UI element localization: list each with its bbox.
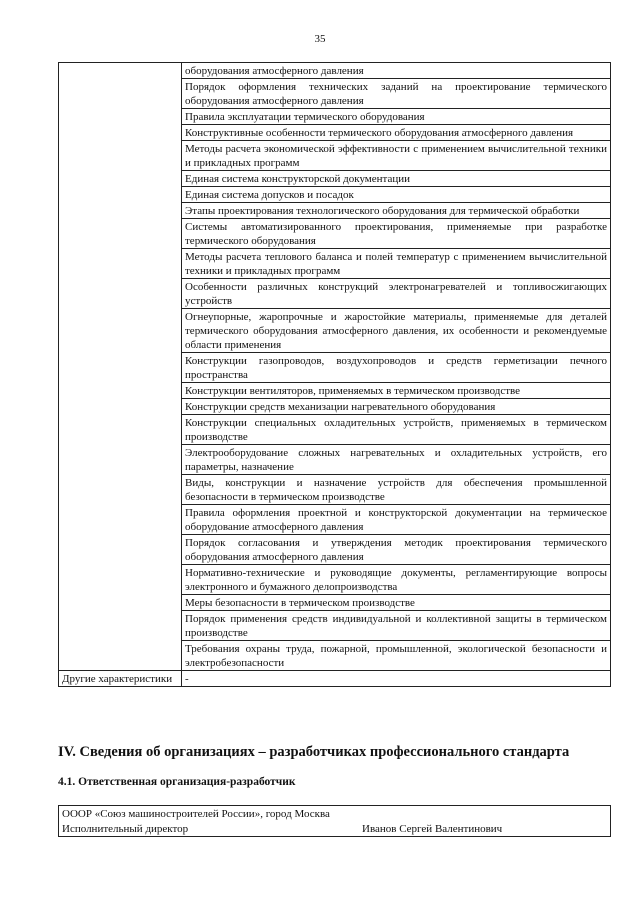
requirements-table: [58, 62, 611, 687]
knowledge-item: Порядок согласования и утверждения методик проектирования термического оборудования атмосферного давления: [182, 535, 611, 565]
organization-name: ОООР «Союз машиностроителей России», город Москва: [59, 806, 611, 822]
knowledge-item: Этапы проектирования технологического оборудования для термической обработки: [182, 203, 611, 219]
director-cell: [59, 821, 611, 837]
organization-table: [58, 805, 611, 837]
knowledge-item: Системы автоматизированного проектирования, применяемые при разработке термического оборудования: [182, 219, 611, 249]
knowledge-item: Конструктивные особенности термического оборудования атмосферного давления: [182, 125, 611, 141]
subsection-heading: 4.1. Ответственная организация-разработчик: [58, 776, 296, 788]
knowledge-item: Требования охраны труда, пожарной, промышленной, экологической безопасности и электробезопасности: [182, 641, 611, 671]
knowledge-item: Методы расчета экономической эффективности с применением вычислительной техники и прикладных программ: [182, 141, 611, 171]
knowledge-item: Правила оформления проектной и конструкторской документации на термическое оборудование атмосферного давления: [182, 505, 611, 535]
knowledge-item: Порядок применения средств индивидуальной и коллективной защиты в термическом производстве: [182, 611, 611, 641]
knowledge-item: Особенности различных конструкций электронагревателей и топливосжигающих устройств: [182, 279, 611, 309]
section-heading: IV. Сведения об организациях – разработчиках профессионального стандарта: [58, 744, 570, 760]
table-row: [59, 63, 611, 79]
knowledge-item: Электрооборудование сложных нагревательных и охладительных устройств, его параметры, назначение: [182, 445, 611, 475]
other-characteristics-label: Другие характеристики: [59, 671, 182, 687]
knowledge-item: Конструкции вентиляторов, применяемых в термическом производстве: [182, 383, 611, 399]
knowledge-item: Единая система допусков и посадок: [182, 187, 611, 203]
other-characteristics-value: -: [182, 671, 611, 687]
knowledge-item: Порядок оформления технических заданий на проектирование термического оборудования атмосферного давления: [182, 79, 611, 109]
knowledge-item: Нормативно-технические и руководящие документы, регламентирующие вопросы электронного и бумажного делопроизводства: [182, 565, 611, 595]
knowledge-item: Конструкции газопроводов, воздухопроводов и средств герметизации печного пространства: [182, 353, 611, 383]
knowledge-item: оборудования атмосферного давления: [182, 63, 611, 79]
director-role: Исполнительный директор: [62, 823, 189, 835]
knowledge-item: Правила эксплуатации термического оборудования: [182, 109, 611, 125]
director-row: [59, 821, 611, 837]
knowledge-item: Меры безопасности в термическом производстве: [182, 595, 611, 611]
knowledge-item: Огнеупорные, жаропрочные и жаростойкие материалы, применяемые для деталей термического оборудования атмосферного давления, их особенности и рекомендуемые области применения: [182, 309, 611, 353]
organization-row: [59, 806, 611, 822]
knowledge-item: Конструкции средств механизации нагревательного оборудования: [182, 399, 611, 415]
knowledge-item: Методы расчета теплового баланса и полей температур с применением вычислительной техники и прикладных программ: [182, 249, 611, 279]
other-characteristics-row: [59, 671, 611, 687]
page-number: 35: [314, 33, 326, 45]
knowledge-item: Единая система конструкторской документации: [182, 171, 611, 187]
knowledge-item: Виды, конструкции и назначение устройств для обеспечения промышленной безопасности в термическом производстве: [182, 475, 611, 505]
director-name: Иванов Сергей Валентинович: [362, 823, 503, 835]
label-cell: [59, 63, 182, 671]
knowledge-item: Конструкции специальных охладительных устройств, применяемых в термическом производстве: [182, 415, 611, 445]
